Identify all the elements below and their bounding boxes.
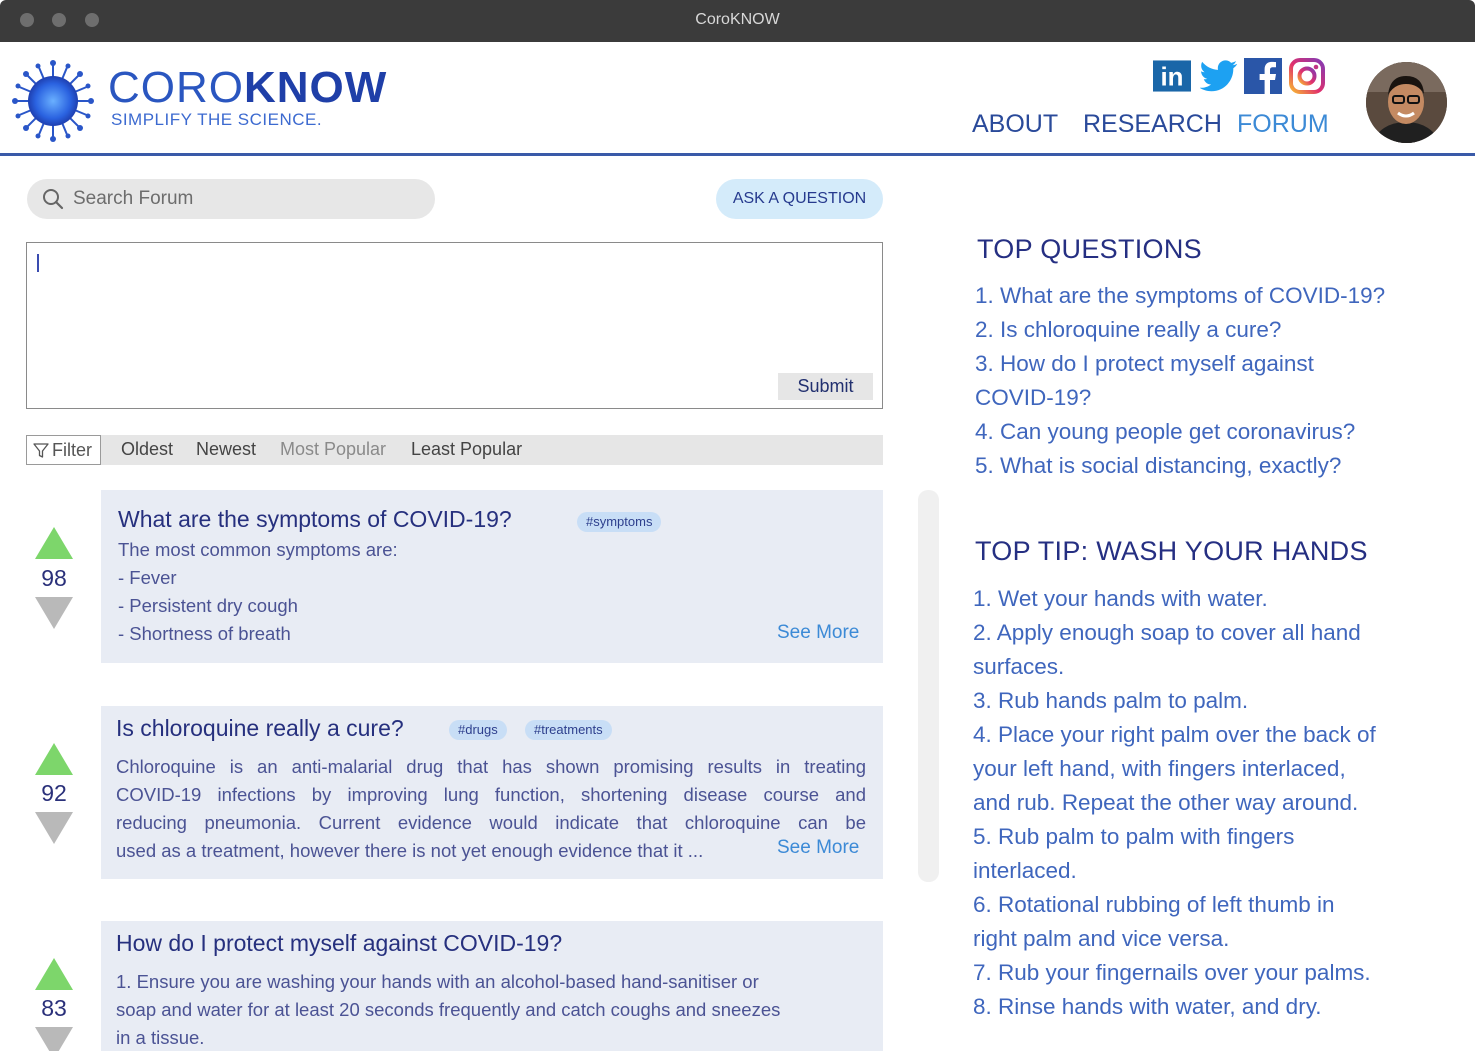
- search-icon[interactable]: [42, 188, 64, 210]
- tip-step: 3. Rub hands palm to palm.: [973, 688, 1249, 713]
- forum-post[interactable]: [101, 706, 883, 879]
- question-composer: [26, 242, 883, 409]
- tip-step: 6. Rotational rubbing of left thumb in: [973, 892, 1335, 917]
- tip-step: and rub. Repeat the other way around.: [973, 790, 1359, 815]
- nav-research[interactable]: RESEARCH: [1083, 110, 1222, 138]
- sort-most-popular[interactable]: Most Popular: [280, 439, 387, 459]
- tip-step: your left hand, with fingers interlaced,: [973, 756, 1346, 781]
- window-titlebar: [0, 0, 1475, 42]
- tip-step: 2. Apply enough soap to cover all hand: [973, 620, 1361, 645]
- sort-least-popular[interactable]: Least Popular: [411, 439, 523, 459]
- search-bar: [27, 179, 435, 219]
- top-question-item[interactable]: 5. What is social distancing, exactly?: [975, 453, 1342, 478]
- site-header: [0, 42, 1475, 156]
- tip-step: 8. Rinse hands with water, and dry.: [973, 994, 1322, 1019]
- filter-button[interactable]: [26, 435, 101, 465]
- instagram-icon[interactable]: [1288, 58, 1326, 94]
- top-question-item[interactable]: COVID-19?: [975, 385, 1092, 410]
- post-line: The most common symptoms are:: [118, 539, 398, 560]
- top-question-item[interactable]: 3. How do I protect myself against: [975, 351, 1314, 376]
- tip-step: interlaced.: [973, 858, 1077, 883]
- post-line: 1. Ensure you are washing your hands with an alcohol-based hand-sanitiser or: [116, 971, 759, 992]
- brand-wordmark[interactable]: [108, 64, 387, 112]
- virus-logo-icon: [12, 60, 94, 142]
- avatar[interactable]: [1366, 62, 1447, 143]
- top-tip-heading: TOP TIP: WASH YOUR HANDS: [975, 536, 1368, 566]
- svg-text:in: in: [1160, 63, 1184, 92]
- vote-count: 83: [41, 995, 67, 1021]
- brand-name-bold: KNOW: [244, 63, 388, 112]
- top-questions-list: [975, 279, 1385, 483]
- post-title[interactable]: How do I protect myself against COVID-19?: [116, 930, 563, 956]
- top-question-item[interactable]: 1. What are the symptoms of COVID-19?: [975, 283, 1386, 308]
- post-line: - Fever: [118, 567, 177, 588]
- post-line: in a tissue.: [116, 1027, 205, 1048]
- post-line: reducing pneumonia. Current evidence would indicate that chloroquine can be: [116, 812, 866, 833]
- post-line: soap and water for at least 20 seconds frequently and catch coughs and sneezes: [116, 999, 781, 1020]
- brand-name-thin: CORO: [108, 63, 244, 112]
- top-tip-list: [973, 582, 1376, 1024]
- window-title: CoroKNOW: [695, 11, 780, 28]
- facebook-icon[interactable]: [1244, 58, 1282, 94]
- text-caret: [37, 254, 39, 272]
- post-title[interactable]: What are the symptoms of COVID-19?: [118, 506, 512, 532]
- tip-step: right palm and vice versa.: [973, 926, 1230, 951]
- downvote-arrow-icon[interactable]: [35, 1027, 73, 1051]
- sort-oldest[interactable]: Oldest: [121, 439, 174, 459]
- post-tag[interactable]: #symptoms: [577, 512, 661, 532]
- tip-step: 1. Wet your hands with water.: [973, 586, 1268, 611]
- forum-post[interactable]: [101, 921, 883, 1051]
- nav-forum[interactable]: FORUM: [1237, 110, 1329, 138]
- twitter-icon[interactable]: [1200, 58, 1238, 94]
- nav-about[interactable]: ABOUT: [972, 110, 1059, 138]
- filter-label: Filter: [52, 440, 92, 460]
- post-tag[interactable]: #drugs: [449, 720, 507, 740]
- filter-funnel-icon: [33, 443, 49, 459]
- sort-newest[interactable]: Newest: [196, 439, 257, 459]
- tip-step: surfaces.: [973, 654, 1065, 679]
- top-question-item[interactable]: 4. Can young people get coronavirus?: [975, 419, 1356, 444]
- submit-button[interactable]: Submit: [778, 373, 873, 400]
- post-body: [116, 753, 866, 865]
- sort-filter-bar: [26, 435, 883, 465]
- forum-post[interactable]: [101, 490, 883, 663]
- vote-count: 98: [41, 565, 67, 591]
- post-line: COVID-19 infections by improving lung function, shortening disease course and: [116, 784, 866, 805]
- post-body: [116, 968, 780, 1051]
- tip-step: 7. Rub your fingernails over your palms.: [973, 960, 1371, 985]
- see-more-link[interactable]: See More: [777, 837, 860, 858]
- search-input[interactable]: [73, 187, 413, 211]
- upvote-arrow-icon[interactable]: [35, 743, 73, 775]
- top-question-item[interactable]: 2. Is chloroquine really a cure?: [975, 317, 1282, 342]
- post-body: [118, 536, 398, 648]
- tip-step: 5. Rub palm to palm with fingers: [973, 824, 1295, 849]
- post-line: - Persistent dry cough: [118, 595, 298, 616]
- post-line: - Shortness of breath: [118, 623, 291, 644]
- upvote-arrow-icon[interactable]: [35, 958, 73, 990]
- brand-tagline: SIMPLIFY THE SCIENCE.: [111, 110, 323, 129]
- post-tag[interactable]: #treatments: [525, 720, 612, 740]
- question-input[interactable]: [36, 252, 776, 362]
- upvote-arrow-icon[interactable]: [35, 527, 73, 559]
- post-title[interactable]: Is chloroquine really a cure?: [116, 715, 404, 741]
- posts-scrollbar[interactable]: [918, 490, 939, 882]
- see-more-link[interactable]: See More: [777, 622, 860, 643]
- post-line: used as a treatment, however there is not yet enough evidence that it ...: [116, 840, 704, 861]
- top-questions-heading: TOP QUESTIONS: [977, 234, 1202, 264]
- downvote-arrow-icon[interactable]: [35, 597, 73, 629]
- vote-count: 92: [41, 780, 67, 806]
- tip-step: 4. Place your right palm over the back of: [973, 722, 1376, 747]
- linkedin-icon[interactable]: [1153, 58, 1191, 94]
- post-line: Chloroquine is an anti-malarial drug that has shown promising results in treating: [116, 756, 866, 777]
- downvote-arrow-icon[interactable]: [35, 812, 73, 844]
- ask-question-button[interactable]: ASK A QUESTION: [716, 179, 883, 219]
